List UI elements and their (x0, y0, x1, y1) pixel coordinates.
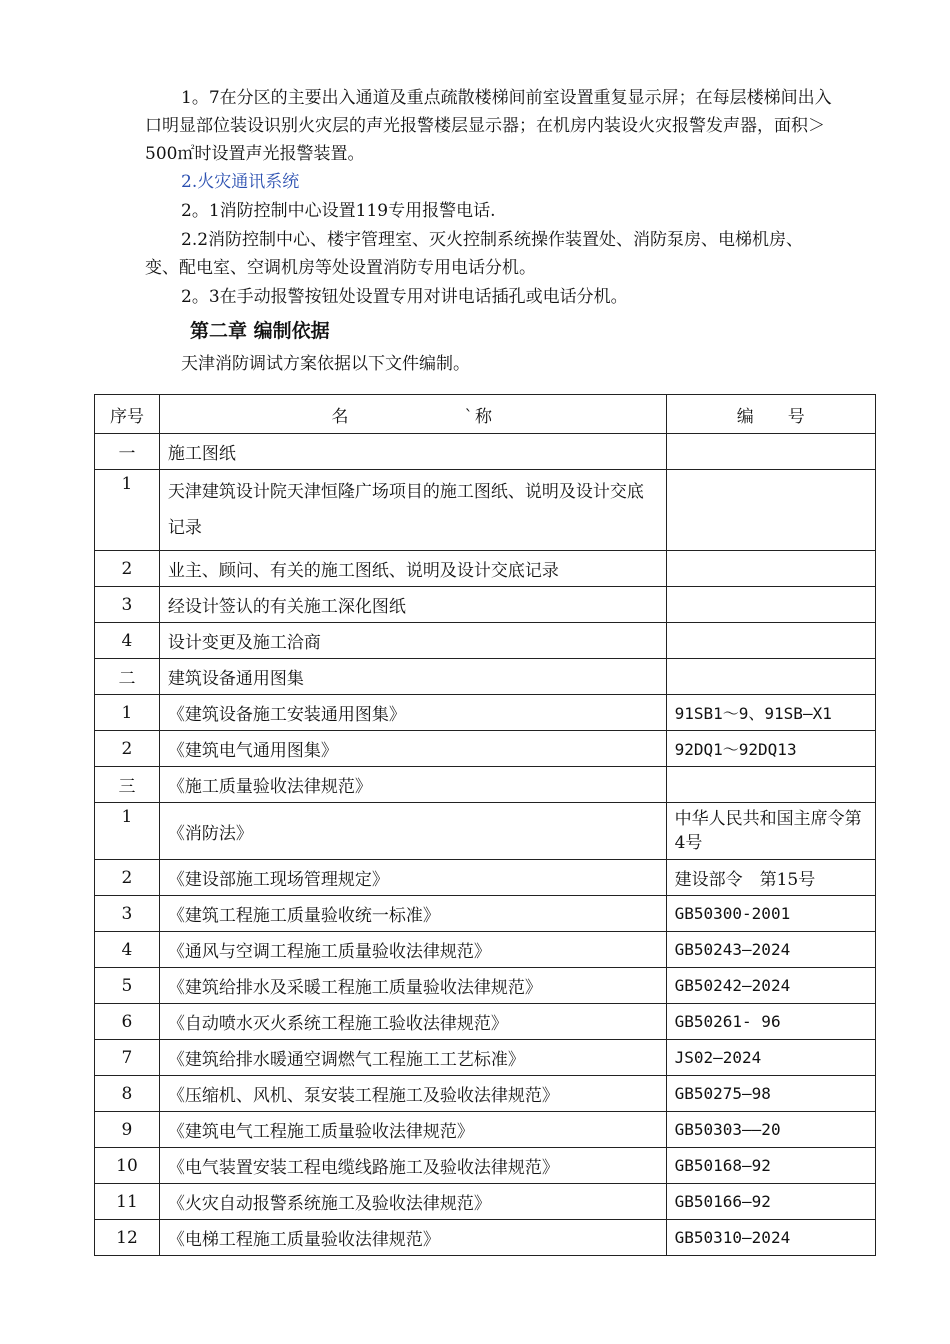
paragraph-display-system: 1。7在分区的主要出入通道及重点疏散楼梯间前室设置重复显示屏；在每层楼梯间出入口明显部位装设识别火灾层的声光报警楼层显示器；在机房内装设火灾报警发声器，面积＞500㎡时设置声光报警装置。 (145, 88, 832, 164)
row-document-name: 《施工质量验收法律规范》 (159, 767, 666, 803)
row-document-name: 建筑设备通用图集 (159, 659, 666, 695)
row-document-code: 92DQ1～92DQ13 (666, 731, 875, 767)
row-document-code (666, 434, 875, 470)
table-row (95, 896, 876, 932)
row-document-name: 《压缩机、风机、泵安装工程施工及验收法律规范》 (159, 1076, 666, 1112)
row-document-code: GB50168—92 (666, 1148, 875, 1184)
row-document-code: JS02—2024 (666, 1040, 875, 1076)
row-document-code (666, 623, 875, 659)
row-document-name: 业主、顾问、有关的施工图纸、说明及设计交底记录 (159, 551, 666, 587)
row-document-code: GB50261- 96 (666, 1004, 875, 1040)
row-number: 1 (95, 470, 160, 551)
row-document-code (666, 659, 875, 695)
table-row (95, 932, 876, 968)
row-number: 6 (95, 1004, 160, 1040)
row-document-name: 《通风与空调工程施工质量验收法律规范》 (159, 932, 666, 968)
row-number: 4 (95, 623, 160, 659)
row-document-code: 建设部令 第15号 (666, 860, 875, 896)
row-document-code (666, 767, 875, 803)
row-number: 7 (95, 1040, 160, 1076)
intro-text: 天津消防调试方案依据以下文件编制。 (181, 354, 470, 374)
row-document-name: 《建筑电气工程施工质量验收法律规范》 (159, 1112, 666, 1148)
row-document-name: 《建筑给排水及采暖工程施工质量验收法律规范》 (159, 968, 666, 1004)
row-document-code: GB50300-2001 (666, 896, 875, 932)
paragraph-intercom-jack: 2。3在手动报警按钮处设置专用对讲电话插孔或电话分机。 (181, 287, 628, 307)
section-heading-fire-communication: 2.火灾通讯系统 (181, 172, 300, 192)
row-document-code: GB50243—2024 (666, 932, 875, 968)
table-row (95, 1184, 876, 1220)
row-document-name: 《电梯工程施工质量验收法律规范》 (159, 1220, 666, 1256)
row-document-name: 《建筑设备施工安装通用图集》 (159, 695, 666, 731)
row-number: 9 (95, 1112, 160, 1148)
row-document-code: 91SB1～9、91SB—X1 (666, 695, 875, 731)
row-number: 一 (95, 434, 160, 470)
chapter-title: 第二章 编制依据 (190, 320, 330, 342)
table-row (95, 968, 876, 1004)
table-row (95, 731, 876, 767)
table-row (95, 1040, 876, 1076)
row-document-code: GB50310—2024 (666, 1220, 875, 1256)
row-number: 3 (95, 587, 160, 623)
row-document-name: 施工图纸 (159, 434, 666, 470)
paragraph-phone-extensions: 2.2消防控制中心、楼宇管理室、灭火控制系统操作装置处、消防泵房、电梯机房、变、配电室、空调机房等处设置消防专用电话分机。 (145, 230, 804, 278)
row-number: 2 (95, 731, 160, 767)
row-document-name: 《建设部施工现场管理规定》 (159, 860, 666, 896)
header-code: 编 号 (666, 395, 875, 434)
row-number: 11 (95, 1184, 160, 1220)
row-document-code (666, 587, 875, 623)
table-row (95, 803, 876, 860)
row-number: 1 (95, 695, 160, 731)
row-document-code: GB50303——20 (666, 1112, 875, 1148)
row-document-name: 天津建筑设计院天津恒隆广场项目的施工图纸、说明及设计交底记录 (159, 470, 666, 551)
row-document-name: 设计变更及施工洽商 (159, 623, 666, 659)
row-number: 3 (95, 896, 160, 932)
table-row (95, 695, 876, 731)
row-number: 二 (95, 659, 160, 695)
row-document-code: GB50242—2024 (666, 968, 875, 1004)
table-row (95, 1112, 876, 1148)
row-document-code (666, 470, 875, 551)
table-row (95, 1004, 876, 1040)
table-row (95, 623, 876, 659)
row-number: 2 (95, 860, 160, 896)
row-document-name: 《电气装置安装工程电缆线路施工及验收法律规范》 (159, 1148, 666, 1184)
row-document-name: 《火灾自动报警系统施工及验收法律规范》 (159, 1184, 666, 1220)
row-document-name: 《建筑工程施工质量验收统一标准》 (159, 896, 666, 932)
table-row (95, 860, 876, 896)
table-row (95, 1076, 876, 1112)
table-row (95, 470, 876, 551)
row-document-name: 《消防法》 (159, 803, 666, 860)
table-row (95, 659, 876, 695)
row-number: 8 (95, 1076, 160, 1112)
row-document-name: 经设计签认的有关施工深化图纸 (159, 587, 666, 623)
row-number: 三 (95, 767, 160, 803)
row-document-code: GB50275—98 (666, 1076, 875, 1112)
table-row (95, 434, 876, 470)
row-document-code: 中华人民共和国主席令第4号 (666, 803, 875, 860)
paragraph-119-phone: 2。1消防控制中心设置119专用报警电话. (181, 201, 496, 221)
row-number: 10 (95, 1148, 160, 1184)
table-header-row (95, 395, 876, 434)
table-row (95, 551, 876, 587)
table-row (95, 767, 876, 803)
row-number: 12 (95, 1220, 160, 1256)
table-row (95, 1148, 876, 1184)
table-row (95, 1220, 876, 1256)
row-number: 5 (95, 968, 160, 1004)
row-document-code (666, 551, 875, 587)
row-document-code: GB50166—92 (666, 1184, 875, 1220)
table-row (95, 587, 876, 623)
header-no: 序号 (95, 395, 160, 434)
row-document-name: 《建筑给排水暖通空调燃气工程施工工艺标准》 (159, 1040, 666, 1076)
row-document-name: 《自动喷水灭火系统工程施工验收法律规范》 (159, 1004, 666, 1040)
row-number: 1 (95, 803, 160, 860)
header-name: 名 `称 (159, 395, 666, 434)
basis-documents-table (94, 394, 876, 1256)
row-number: 4 (95, 932, 160, 968)
row-number: 2 (95, 551, 160, 587)
row-document-name: 《建筑电气通用图集》 (159, 731, 666, 767)
